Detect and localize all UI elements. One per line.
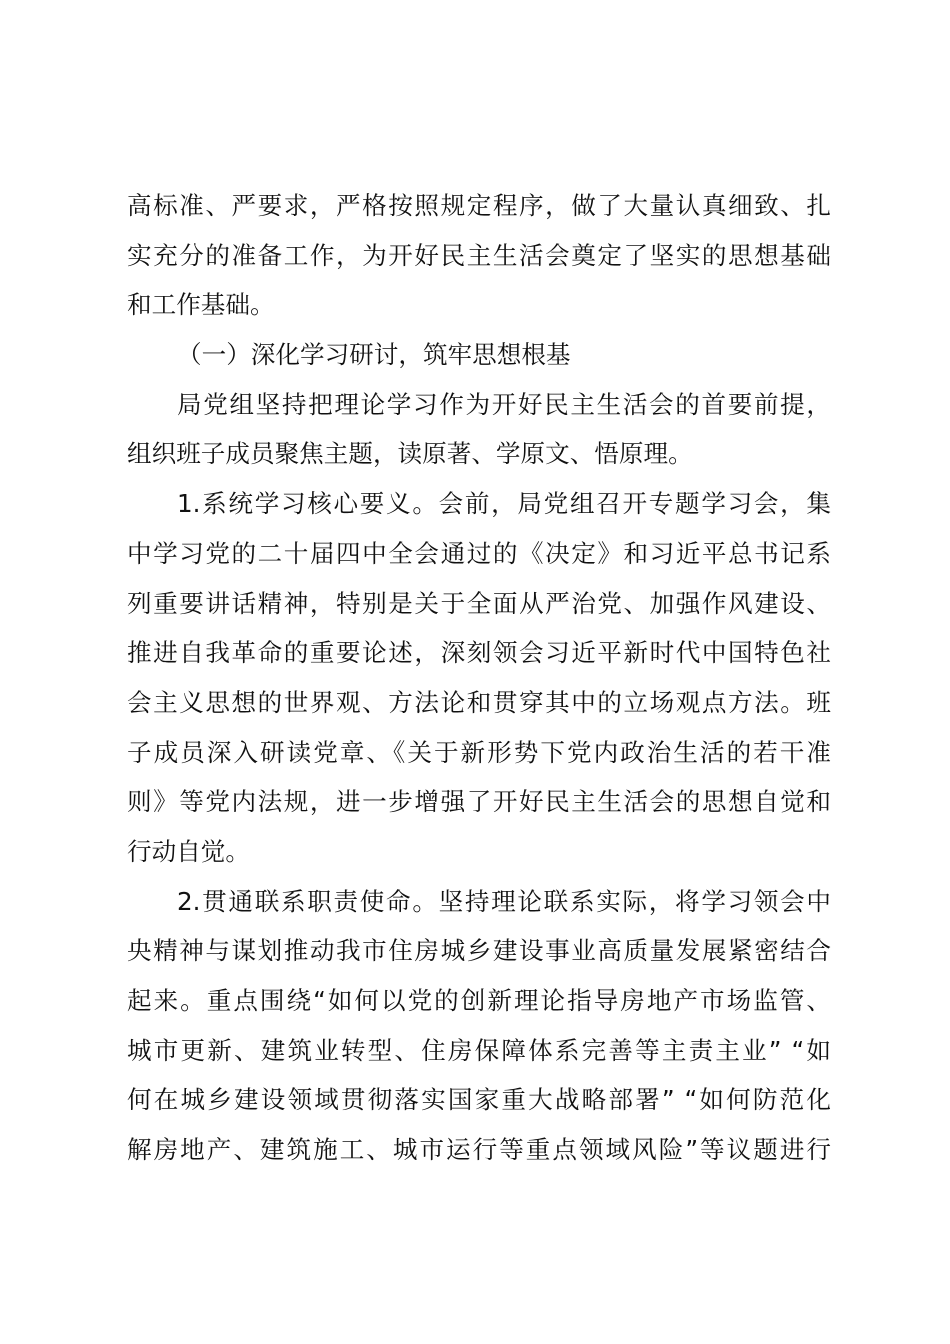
text-line: 局党组坚持把理论学习作为开好民主生活会的首要前提，	[177, 389, 831, 419]
text-line: 1.系统学习核心要义。会前，局党组召开专题学习会，集	[177, 489, 831, 519]
text-line: 则》等党内法规，进一步增强了开好民主生活会的思想自觉和	[127, 787, 831, 817]
section-heading: （一）深化学习研讨，筑牢思想根基	[177, 340, 571, 370]
text-line: 子成员深入研读党章、《关于新形势下党内政治生活的若干准	[127, 737, 831, 767]
text-line: 实充分的准备工作，为开好民主生活会奠定了坚实的思想基础	[127, 240, 831, 270]
text-line: 行动自觉。	[127, 836, 250, 866]
text-line: 组织班子成员聚焦主题，读原著、学原文、悟原理。	[127, 439, 693, 469]
text-line: 城市更新、建筑业转型、住房保障体系完善等主责主业” “如	[127, 1035, 831, 1065]
text-line: 解房地产、建筑施工、城市运行等重点领域风险”等议题进行	[127, 1135, 831, 1165]
text-line: 会主义思想的世界观、方法论和贯穿其中的立场观点方法。班	[127, 687, 831, 717]
text-line: 何在城乡建设领域贯彻落实国家重大战略部署” “如何防范化	[127, 1085, 831, 1115]
text-line: 起来。重点围绕“如何以党的创新理论指导房地产市场监管、	[127, 986, 831, 1015]
text-line: 央精神与谋划推动我市住房城乡建设事业高质量发展紧密结合	[127, 936, 831, 966]
text-line: 列重要讲话精神，特别是关于全面从严治党、加强作风建设、	[127, 588, 831, 618]
body-text	[127, 186, 831, 1180]
text-line: 2.贯通联系职责使命。坚持理论联系实际，将学习领会中	[177, 886, 831, 916]
text-line: 和工作基础。	[127, 290, 275, 320]
text-line: 高标准、严要求，严格按照规定程序，做了大量认真细致、扎	[127, 191, 831, 220]
text-line: 中学习党的二十届四中全会通过的《决定》和习近平总书记系	[127, 538, 831, 568]
text-line: 推进自我革命的重要论述，深刻领会习近平新时代中国特色社	[127, 638, 831, 668]
